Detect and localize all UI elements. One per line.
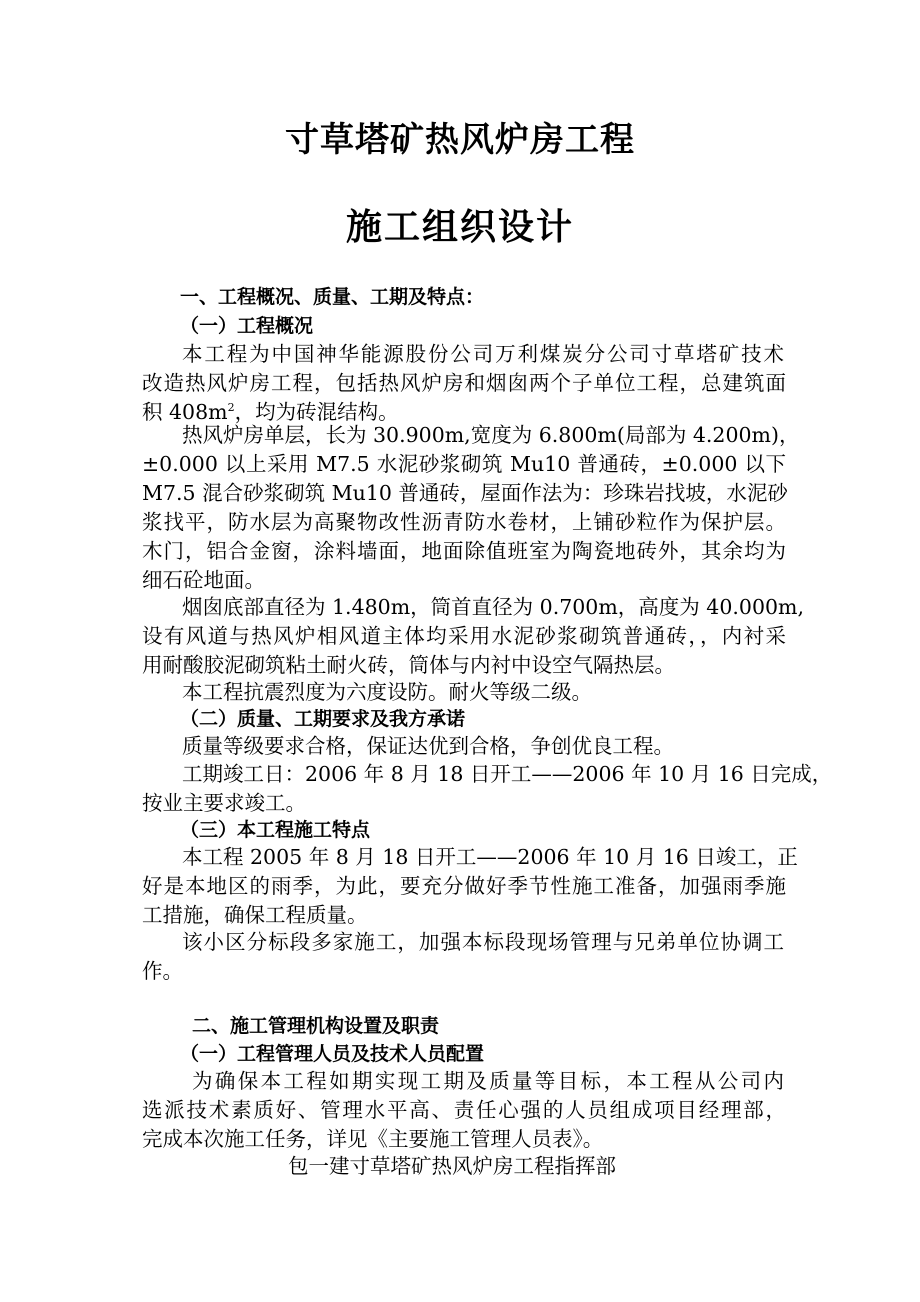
paragraph-line: 细石砼地面。 (142, 568, 265, 592)
paragraph-line: 烟囱底部直径为 1.480m，筒首直径为 0.700m，高度为 40.000m, (182, 595, 804, 619)
section-2-1-heading: （一）工程管理人员及技术人员配置 (180, 1043, 485, 1065)
section-2-heading: 二、施工管理机构设置及职责 (192, 1015, 440, 1037)
paragraph-line: 本工程为中国神华能源股份公司万利煤炭分公司寸草塔矿技术 (182, 342, 784, 366)
section-1-heading: 一、工程概况、质量、工期及特点： (180, 286, 485, 308)
paragraph-line: 用耐酸胶泥砌筑粘土耐火砖，筒体与内衬中设空气隔热层。 (142, 653, 675, 677)
paragraph-line: 该小区分标段多家施工，加强本标段现场管理与兄弟单位协调工 (182, 930, 784, 954)
paragraph-line: 质量等级要求合格，保证达优到合格，争创优良工程。 (182, 734, 674, 758)
paragraph-line: 工措施，确保工程质量。 (142, 903, 368, 927)
paragraph-line: 工期竣工日：2006 年 8 月 18 日开工——2006 年 10 月 16 日完成， (182, 762, 833, 786)
caption: 包一建寸草塔矿热风炉房工程指挥部 (288, 1154, 616, 1178)
paragraph-line: 按业主要求竣工。 (142, 791, 306, 815)
paragraph-line: 作。 (142, 959, 183, 983)
paragraph-line: 完成本次施工任务，详见《主要施工管理人员表》。 (142, 1127, 604, 1151)
paragraph-line: 热风炉房单层，长为 30.900m,宽度为 6.800m(局部为 4.200m)， (182, 423, 800, 447)
area-suffix: ，均为砖混结构。 (234, 400, 399, 424)
section-1-3-heading: （三）本工程施工特点 (180, 819, 371, 841)
document-subtitle: 施工组织设计 (345, 207, 574, 248)
paragraph-line: 本工程 2005 年 8 月 18 日开工——2006 年 10 月 16 日竣工，正 (182, 845, 798, 869)
paragraph-line: 设有风道与热风炉相风道主体均采用水泥砂浆砌筑普通砖，，内衬采 (142, 624, 786, 648)
paragraph-line: 好是本地区的雨季，为此，要充分做好季节性施工准备，加强雨季施 (142, 874, 786, 898)
paragraph-line: ±0.000 以上采用 M7.5 水泥砂浆砌筑 Mu10 普通砖，±0.000 以下 (142, 452, 786, 476)
paragraph-line: 改造热风炉房工程，包括热风炉房和烟囱两个子单位工程，总建筑面 (142, 371, 786, 395)
paragraph-line: 本工程抗震烈度为六度设防。耐火等级二级。 (182, 680, 592, 704)
area-value: 积 408m (142, 400, 228, 424)
section-1-2-heading: （二）质量、工期要求及我方承诺 (180, 708, 466, 730)
document-title: 寸草塔矿热风炉房工程 (285, 120, 635, 160)
paragraph-line: 木门，铝合金窗，涂料墙面，地面除值班室为陶瓷地砖外，其余均为 (142, 539, 786, 563)
paragraph-line: 为确保本工程如期实现工期及质量等目标，本工程从公司内 (192, 1069, 784, 1093)
section-1-1-heading: （一）工程概况 (180, 315, 314, 337)
paragraph-line: 选派技术素质好、管理水平高、责任心强的人员组成项目经理部， (142, 1098, 786, 1122)
area-superscript: 2 (227, 401, 235, 415)
paragraph-line: M7.5 混合砂浆砌筑 Mu10 普通砖，屋面作法为：珍珠岩找坡，水泥砂 (142, 481, 788, 505)
paragraph-line: 浆找平，防水层为高聚物改性沥青防水卷材，上铺砂粒作为保护层。 (142, 510, 786, 534)
